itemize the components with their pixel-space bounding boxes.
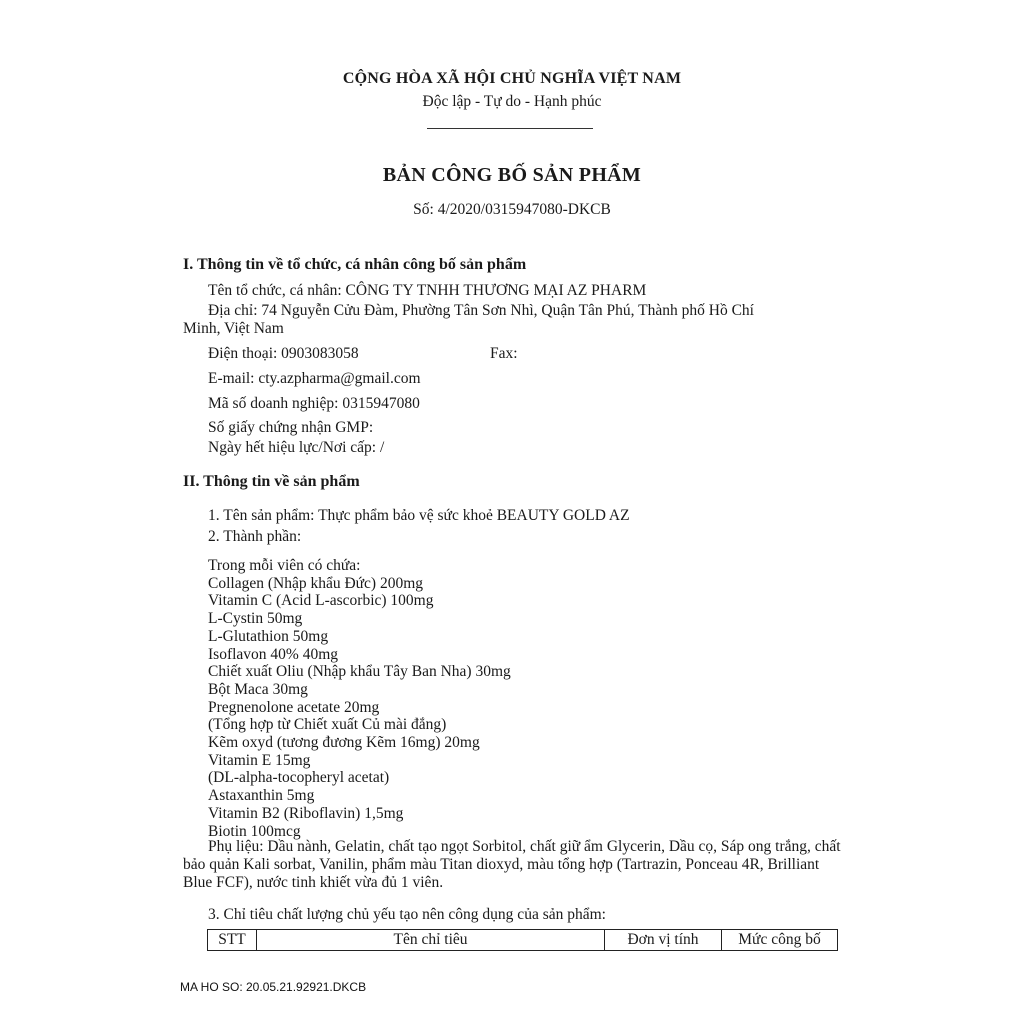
composition-line: Bột Maca 30mg xyxy=(208,680,308,698)
gmp-certificate: Số giấy chứng nhận GMP: xyxy=(208,419,374,436)
motto: Độc lập - Tự do - Hạnh phúc xyxy=(422,93,602,110)
section-2-heading: II. Thông tin về sản phẩm xyxy=(183,473,360,490)
composition-line: Kẽm oxyd (tương đương Kẽm 16mg) 20mg xyxy=(208,734,480,752)
composition-line: (DL-alpha-tocopheryl acetat) xyxy=(208,769,390,787)
composition-line: L-Cystin 50mg xyxy=(208,610,303,628)
composition-list xyxy=(208,557,511,840)
composition-line: Vitamin E 15mg xyxy=(208,751,311,769)
composition-line: Astaxanthin 5mg xyxy=(208,787,315,805)
email: E-mail: cty.azpharma@gmail.com xyxy=(208,370,421,387)
composition-line: Vitamin C (Acid L-ascorbic) 100mg xyxy=(208,592,434,610)
phone: Điện thoại: 0903083058 xyxy=(208,345,359,362)
document-number: Số: 4/2020/0315947080-DKCB xyxy=(413,201,611,218)
document-title: BẢN CÔNG BỐ SẢN PHẨM xyxy=(382,164,642,186)
composition-line: Isoflavon 40% 40mg xyxy=(208,645,339,663)
address-line-2: Minh, Việt Nam xyxy=(183,320,284,337)
address-line-1: Địa chỉ: 74 Nguyễn Cửu Đàm, Phường Tân Sơn Nhì, Quận Tân Phú, Thành phố Hồ Chí xyxy=(208,302,754,319)
ingredients-label: 2. Thành phần: xyxy=(208,528,302,545)
record-code: MA HO SO: 20.05.21.92921.DKCB xyxy=(180,980,367,994)
composition-line: Chiết xuất Oliu (Nhập khẩu Tây Ban Nha) 30mg xyxy=(208,663,511,681)
business-code: Mã số doanh nghiệp: 0315947080 xyxy=(208,395,420,412)
composition-line: Collagen (Nhập khẩu Đức) 200mg xyxy=(208,574,424,592)
composition-line: Vitamin B2 (Riboflavin) 1,5mg xyxy=(208,804,404,822)
heading-divider xyxy=(427,128,593,129)
org-name: Tên tổ chức, cá nhân: CÔNG TY TNHH THƯƠNG MẠI AZ PHARM xyxy=(208,282,647,299)
section-1-heading: I. Thông tin về tổ chức, cá nhân công bố sản phẩm xyxy=(183,256,527,273)
composition-line: (Tổng hợp từ Chiết xuất Củ mài đắng) xyxy=(208,716,447,734)
composition-line: L-Glutathion 50mg xyxy=(208,627,329,645)
table-header-row xyxy=(208,930,838,951)
excipients-text: Phụ liệu: Dầu nành, Gelatin, chất tạo ngọt Sorbitol, chất giữ ẩm Glycerin, Dầu cọ, Sáp ong trắng, chất bảo quản Kali sorbat, Vanilin, phẩm màu Titan dioxyd, màu tổng hợp (Tartrazin, Ponceau 4R, Brilliant Blue FCF), nước tinh khiết vừa đủ 1 viên. xyxy=(183,838,841,891)
fax: Fax: xyxy=(490,345,518,362)
product-name: 1. Tên sản phẩm: Thực phẩm bảo vệ sức khoẻ BEAUTY GOLD AZ xyxy=(208,507,630,524)
composition-line: Biotin 100mcg xyxy=(208,822,301,840)
composition-line: Pregnenolone acetate 20mg xyxy=(208,698,380,716)
table-header-stt: STT xyxy=(208,930,257,951)
excipients-paragraph xyxy=(183,838,843,892)
nation-heading: CỘNG HÒA XÃ HỘI CHỦ NGHĨA VIỆT NAM xyxy=(342,70,682,87)
composition-line: Trong mỗi viên có chứa: xyxy=(208,557,361,574)
expiry-issuer: Ngày hết hiệu lực/Nơi cấp: / xyxy=(208,439,385,456)
table-header-declared-level: Mức công bố xyxy=(722,930,838,951)
table-header-criterion: Tên chỉ tiêu xyxy=(257,930,605,951)
table-header-unit: Đơn vị tính xyxy=(605,930,722,951)
quality-criteria-table xyxy=(207,929,838,951)
quality-heading: 3. Chỉ tiêu chất lượng chủ yếu tạo nên công dụng của sản phẩm: xyxy=(208,906,606,923)
